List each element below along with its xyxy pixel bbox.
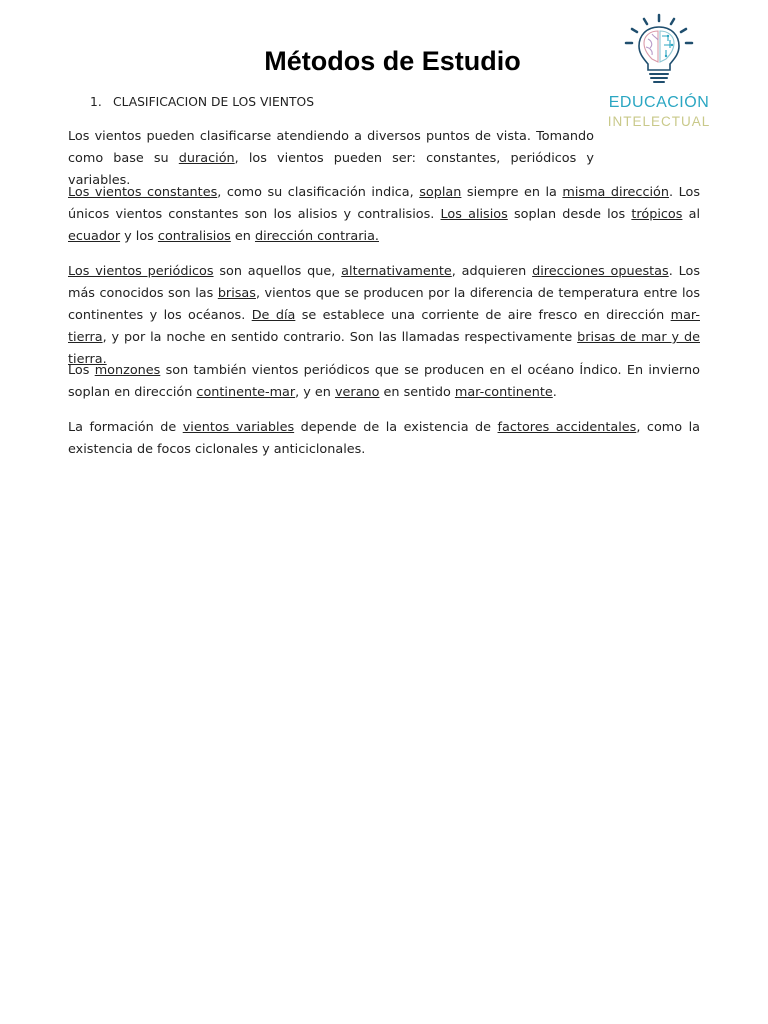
text-run: depende de la existencia de xyxy=(294,420,498,435)
text-run: , y por la noche en sentido contrario. Son las llamadas respectivamente xyxy=(102,330,578,345)
text-run: , como su clasificación indica, xyxy=(217,185,420,200)
text-run: siempre en la xyxy=(461,185,563,200)
underlined-term: mar-tierra xyxy=(68,308,700,345)
underlined-term: alternativamente xyxy=(341,264,452,279)
underlined-term: Los vientos constantes xyxy=(68,185,218,200)
text-run: . xyxy=(552,385,557,400)
paragraph-monsoons xyxy=(68,360,700,404)
underlined-term: contralisios xyxy=(157,229,231,244)
underlined-term: mar-continente xyxy=(454,385,553,400)
underlined-term: Los vientos periódicos xyxy=(68,264,214,279)
paragraph-periodic-winds xyxy=(68,261,700,371)
document-title: Métodos de Estudio xyxy=(264,46,521,76)
underlined-term: misma dirección xyxy=(562,185,669,200)
underlined-term: direcciones opuestas xyxy=(532,264,669,279)
text-run: en xyxy=(230,229,255,244)
text-run: , como la existencia de focos ciclonales y anticiclonales. xyxy=(68,420,700,457)
underlined-term: factores accidentales xyxy=(497,420,637,435)
heading-number: 1. xyxy=(90,95,102,109)
text-run: se establece una corriente de aire fresco en dirección xyxy=(295,308,671,323)
text-run: al xyxy=(682,207,701,222)
logo-text-secondary: INTELECTUAL xyxy=(607,114,711,129)
underlined-term: duración xyxy=(178,151,235,166)
text-run: La formación de xyxy=(68,420,183,435)
text-run: son también vientos periódicos que se producen en el océano Índico. En invierno soplan en dirección xyxy=(68,363,700,400)
underlined-term: brisas xyxy=(217,286,256,301)
text-run: son aquellos que, xyxy=(213,264,342,279)
underlined-term: Los alisios xyxy=(440,207,508,222)
section-heading xyxy=(90,95,314,109)
paragraph-constant-winds xyxy=(68,182,700,248)
underlined-term: verano xyxy=(334,385,380,400)
underlined-term: De día xyxy=(251,308,296,323)
text-run: . Los únicos vientos constantes son los alisios y contralisios. xyxy=(68,185,700,222)
text-run: , los vientos pueden ser: constantes, periódicos y variables. xyxy=(68,151,594,188)
text-run: . Los más conocidos son las xyxy=(68,264,700,301)
text-run: soplan desde los xyxy=(507,207,632,222)
text-run: , y en xyxy=(295,385,335,400)
logo-text-primary: EDUCACIÓN xyxy=(608,94,710,111)
underlined-term: continente-mar xyxy=(196,385,296,400)
text-run: en sentido xyxy=(379,385,455,400)
underlined-term: dirección contraria. xyxy=(254,229,379,244)
underlined-term: monzones xyxy=(94,363,161,378)
heading-text: CLASIFICACION DE LOS VIENTOS xyxy=(113,95,315,109)
underlined-term: trópicos xyxy=(631,207,683,222)
underlined-term: ecuador xyxy=(68,229,121,244)
underlined-term: brisas de mar y de tierra. xyxy=(68,330,700,367)
text-run: Los xyxy=(68,363,95,378)
text-run: Los vientos pueden clasificarse atendiendo a diversos puntos de vista. Tomando como base su xyxy=(68,129,594,166)
text-run: , adquieren xyxy=(451,264,533,279)
text-run: y los xyxy=(120,229,158,244)
text-run: , vientos que se producen por la diferencia de temperatura entre los continentes y los océanos. xyxy=(68,286,700,323)
brain-lightbulb-icon xyxy=(606,12,712,94)
paragraph-variable-winds xyxy=(68,417,700,461)
underlined-term: soplan xyxy=(419,185,462,200)
logo xyxy=(606,12,712,132)
underlined-term: vientos variables xyxy=(182,420,295,435)
